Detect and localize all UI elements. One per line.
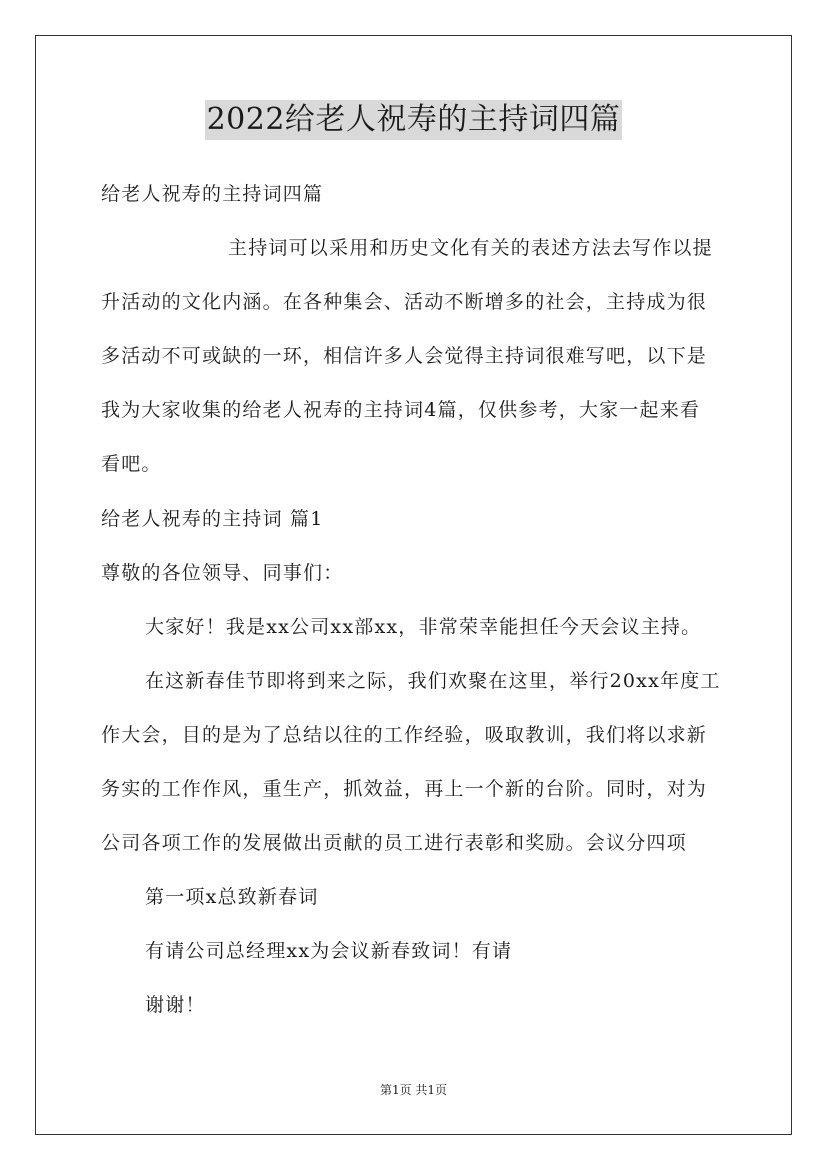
paragraph-line: 看吧。: [101, 453, 162, 475]
document-title: 2022给老人祝寿的主持词四篇: [205, 100, 623, 140]
agenda-item: 第一项x总致新春词: [145, 886, 319, 908]
paragraph-line: 在这新春佳节即将到来之际，我们欢聚在这里，举行20xx年度工: [145, 670, 721, 692]
paragraph-line: 大家好！我是xx公司xx部xx，非常荣幸能担任今天会议主持。: [145, 616, 702, 638]
closing-line: 谢谢！: [145, 994, 206, 1016]
paragraph-line: 升活动的文化内涵。在各种集会、活动不断增多的社会，主持成为很: [101, 291, 708, 313]
paragraph-line: 务实的工作作风，重生产，抓效益，再上一个新的台阶。同时，对为: [101, 778, 708, 800]
paragraph-line: 有请公司总经理xx为会议新春致词！有请: [145, 940, 513, 962]
paragraph-line: 我为大家收集的给老人祝寿的主持词4篇，仅供参考，大家一起来看: [101, 399, 701, 421]
paragraph-line: 公司各项工作的发展做出贡献的员工进行表彰和奖励。会议分四项: [101, 832, 687, 854]
paragraph-line: 作大会，目的是为了总结以往的工作经验，吸取教训，我们将以求新: [101, 724, 708, 746]
page-footer: 第1页 共1页: [379, 1083, 448, 1097]
section-heading: 给老人祝寿的主持词 篇1: [101, 508, 324, 530]
title-container: [0, 100, 827, 140]
subtitle-line: 给老人祝寿的主持词四篇: [101, 183, 324, 205]
paragraph-line: 多活动不可或缺的一环，相信许多人会觉得主持词很难写吧，以下是: [101, 345, 708, 367]
salutation-line: 尊敬的各位领导、同事们：: [101, 562, 344, 584]
paragraph-line: 主持词可以采用和历史文化有关的表述方法去写作以提: [228, 237, 713, 259]
